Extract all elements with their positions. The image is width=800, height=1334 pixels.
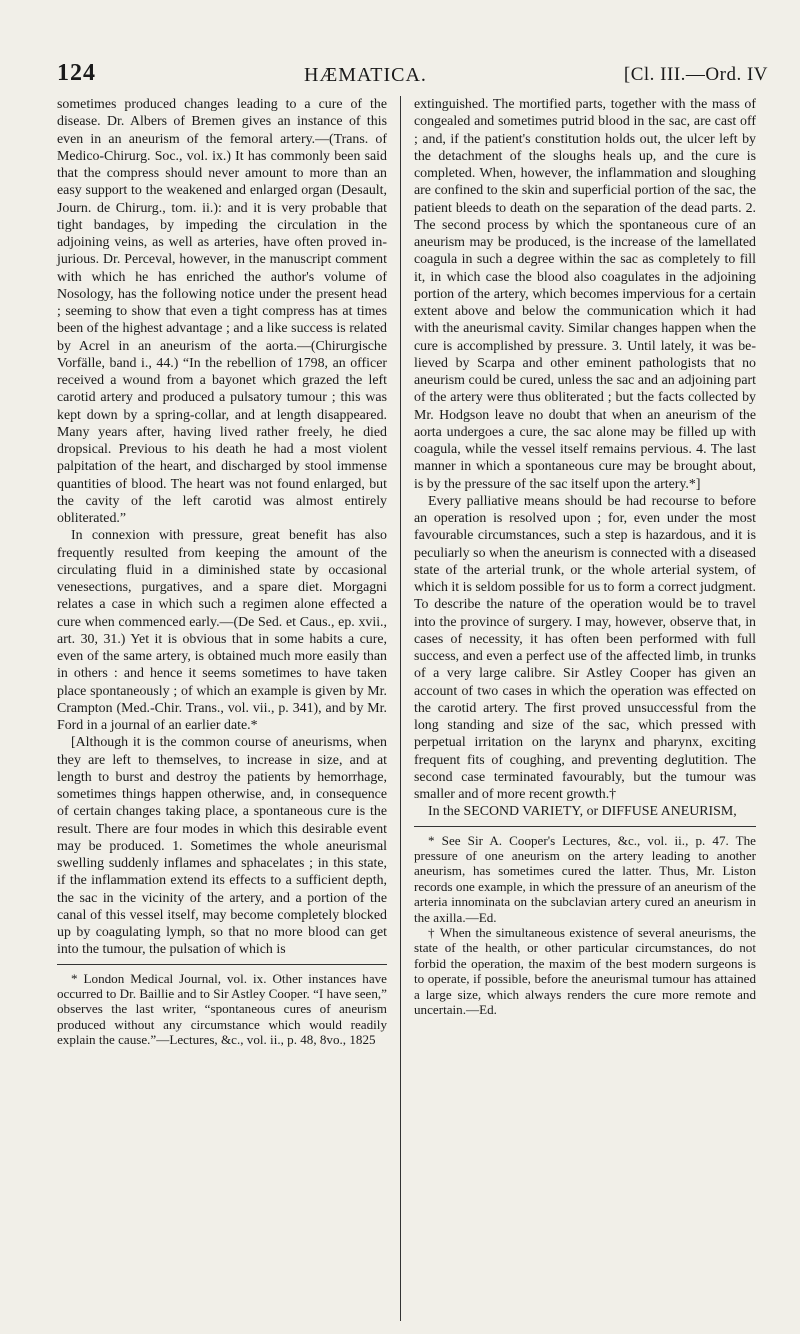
right-column	[414, 96, 756, 1017]
footnotes	[414, 833, 756, 1018]
classification-heading: [Cl. III.—Ord. IV	[623, 64, 768, 85]
footnotes	[57, 971, 387, 1048]
footnote-rule	[414, 826, 756, 827]
footnote-rule	[57, 964, 387, 965]
paragraph: sometimes produced changes leading to a cure of the disease. Dr. Albers of Bremen gives an instance of this even in an aneurism of the femoral artery.—(Trans. of Medico-Chirurg. Soc., vol. ix.) It has commonly been said that the compress should never amount to more than an easy support to the weakened and enlarged organ (Desault, Journ. de Chirurg., tom. ii.): and it is very probable that tight bandages, by impeding the circulation in the adjoining veins, as well as arteries, have often proved injurious. Dr. Perceval, however, in the manuscript comment with which he has enriched the author's volume of Nosology, has the following notice under the present head ; seeming to show that even a tight compress has at times been of the highest advantage ; and a like success is related by Acrel in an aneurism of the aorta.—(Chirurgische Vorfälle, band i., 44.) “In the rebellion of 1798, an officer received a wound from a bayonet which grazed the left carotid artery and produced a pulsatory tumour ; this was kept down by a spring-collar, and at length disappeared. Many years after, having lived rather freely, he died dropsical. Previous to his death he had a most violent palpitation of the heart, and discharged by stool immense quantities of blood. The heart was not found enlarged, but the cavity of the left carotid was almost entirely obliterated.”	[57, 97, 387, 526]
paragraph: [Although it is the common course of aneurisms, when they are left to themselves, to increase in size, and at length to burst and destroy the patients by hemorrhage, sometimes things happen otherwise, and, in consequence of certain changes taking place, a spontaneous cure is the result. There are four modes in which this desirable event may be produced. 1. Sometimes the whole aneurismal swelling suddenly inflames and sphacelates ; in this state, if the inflammation extend its effects to a sufficient depth, the sac in the vicinity of the artery, and a portion of the canal of this vessel itself, may become completely blocked up by coagulating lymph, so that no more blood can get into the tumour, the pulsation of which is	[57, 735, 387, 958]
paragraph: In connexion with pressure, great benefit has also frequently resulted from keeping the amount of the circulating fluid in a diminished state by occasional venesections, purgatives, and a spare diet. Morgagni relates a case in which such a regimen alone effected a cure when commenced early.—(De Sed. et Caus., ep. xvii., art. 30, 31.) Yet it is obvious that in some habits a cure, even of the same artery, is obtained much more easily than in others : and hence it seems sometimes to have taken place spontaneously ; of which an example is given by Mr. Crampton (Med.-Chir. Trans., vol. vii., p. 341), and by Mr. Ford in a journal of an earlier date.*	[57, 528, 387, 733]
column-divider	[400, 96, 401, 1321]
paragraph: In the SECOND VARIETY, or DIFFUSE ANEURISM,	[428, 804, 737, 820]
footnote: * See Sir A. Cooper's Lectures, &c., vol. ii., p. 47. The pressure of one aneurism on the artery leading to another aneurism, has sometimes cured the latter. Thus, Mr. Liston records one example, in which the pressure of an aneurism of the arteria innominata on the subclavian artery cured an aneurism in the axilla.—Ed.	[414, 832, 756, 925]
page-header	[57, 60, 768, 90]
paragraph: extinguished. The mortified parts, together with the mass of congealed and sometimes putrid blood in the sac, are cast off ; and, if the patient's constitution holds out, the ulcer left by the detachment of the sloughs heals up, and the cure is completed. When, however, the inflammation and sloughing are confined to the skin and superficial portion of the sac, the patient bleeds to death on the separation of the dead parts. 2. The second process by which the spontaneous cure of an aneurism may be produced, is the increase of the lamellated coagula in such a degree within the sac as completely to fill it, in which case the blood also coagulates in the adjoining portion of the artery, which becomes impervious for a certain extent above and below the communication which it had with the aneurismal cavity. Similar changes happen when the cure is accomplished by pressure. 3. Until lately, it was believed by Scarpa and other eminent pathologists that no aneurism could be cured, unless the sac and an adjoining part of the artery were thus obliterated ; but the facts collected by Mr. Hodgson leave no doubt that when an aneurism of the aorta undergoes a cure, the sac alone may be filled up with coagula, while the vessel itself remains pervious. 4. The last manner in which a spontaneous cure may be brought about, is by the pressure of the sac itself upon the artery.*]	[414, 97, 756, 492]
footnote: † When the simultaneous existence of several aneurisms, the state of the health, or other particular circumstances, do not forbid the operation, the maxim of the best modern surgeons is to operate, if possible, before the aneurismal tumour has attained a large size, which always renders the cure more remote and uncertain.—Ed.	[414, 924, 756, 1017]
footnote: * London Medical Journal, vol. ix. Other instances have occurred to Dr. Baillie and to Sir Astley Cooper. “I have seen,” observes the last writer, “spontaneous cures of aneurism produced without any circumstance which would readily explain the cause.”—Lectures, &c., vol. ii., p. 48, 8vo., 1825	[57, 970, 387, 1048]
running-title: HÆMATICA.	[304, 64, 427, 86]
paragraph: Every palliative means should be had recourse to before an operation is resolved upon ; for, even under the most favourable circumstances, such a step is hazardous, and it is peculiarly so when the aneurism is connected with a diseased state of the arterial trunk, or the whole arterial system, of which it is seldom possible for us to form a correct judgment. To describe the nature of the operation would be to travel into the province of surgery. I may, however, observe that, in cases of necessity, it has often been performed with full success, and even a perfect use of the affected limb, in trunks of a very large calibre. Sir Astley Cooper has given an account of two cases in which the operation was effected on the carotid artery. The first proved unsuccessful from the long standing and size of the sac, which pressed with perpetual irritation on the larynx and pharynx, exciting frequent fits of coughing, and preventing deglutition. The second case terminated favourably, but the tumour was smaller and of more recent growth.†	[414, 493, 756, 802]
page-number: 124	[57, 60, 96, 86]
left-column	[57, 96, 387, 1048]
